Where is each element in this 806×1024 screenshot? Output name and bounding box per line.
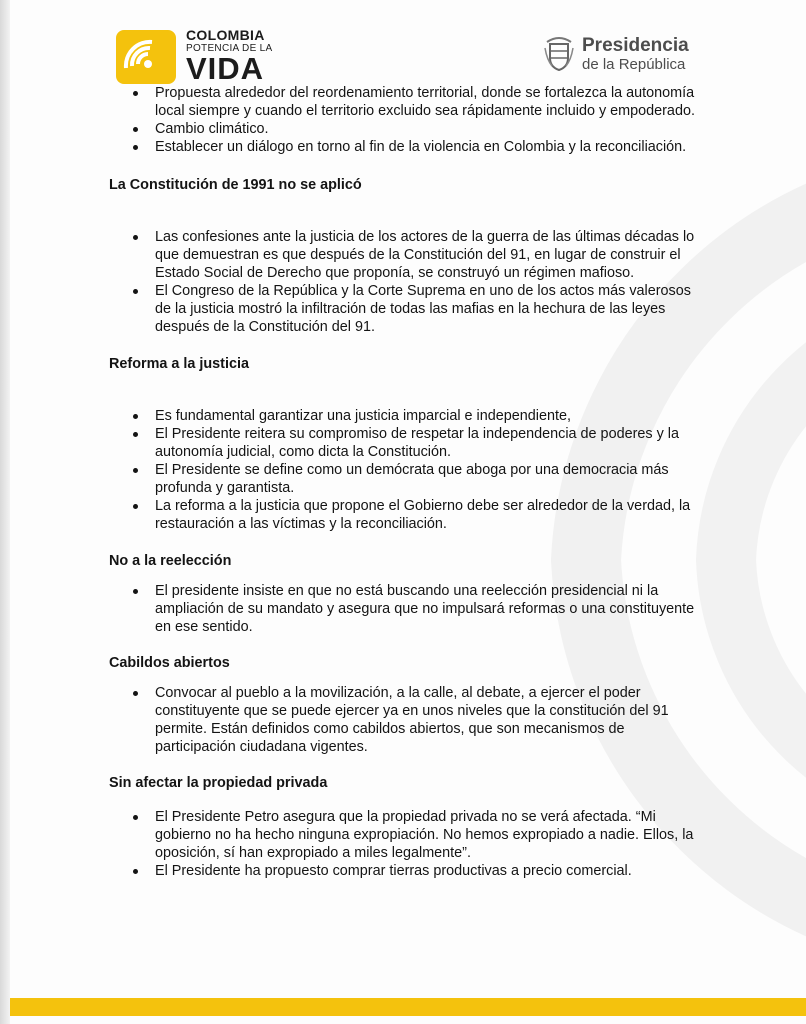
list-item: Convocar al pueblo a la movilización, a la calle, al debate, a ejercer el poder constituyente que se puede ejercer ya en unos niveles que la constitución del 91 permite. Están definidos como cabildos abiertos, que son mecanismos de participación ciudadana vigentes. [109,684,709,756]
list-item: El Presidente Petro asegura que la propiedad privada no se verá afectada. “Mi gobierno no ha hecho ninguna expropiación. No hemos expropiado a nadie. Ellos, la oposición, sí han expropiado a miles legalmente”. [109,808,709,862]
section-heading: Cabildos abiertos [109,655,230,671]
section-heading: No a la reelección [109,553,232,569]
list-item: Propuesta alrededor del reordenamiento territorial, donde se fortalezca la autonomía local siempre y cuando el territorio excluido sea rápidamente incluido y empoderado. [109,84,709,120]
section-list [109,582,709,636]
list-item: Es fundamental garantizar una justicia imparcial e independiente, [109,407,709,425]
section-list [109,808,709,880]
document-page [10,0,806,1024]
presidencia-subtitle: de la República [582,56,686,73]
section-list [109,407,709,533]
footer-accent-bar [10,998,806,1016]
presidencia-title: Presidencia [582,35,689,56]
section-list [109,684,709,756]
list-item: El Presidente ha propuesto comprar tierras productivas a precio comercial. [109,862,709,880]
list-item: Las confesiones ante la justicia de los actores de la guerra de las últimas décadas lo que demuestran es que después de la Constitución del 91, en lugar de construir el Estado Social de Derecho que proponía, se construyó un régimen mafioso. [109,228,709,282]
section-heading: La Constitución de 1991 no se aplicó [109,177,362,193]
list-item: El Presidente reitera su compromiso de respetar la independencia de poderes y la autonomía judicial, como dicta la Constitución. [109,425,709,461]
list-item: El Presidente se define como un demócrata que aboga por una democracia más profunda y garantista. [109,461,709,497]
section-heading: Reforma a la justicia [109,356,249,372]
coat-of-arms-icon [544,36,574,72]
logo-line-1: COLOMBIA [186,27,265,43]
wifi-waves-logo-icon [116,30,176,84]
page-edge-shadow [0,0,10,1024]
section-heading: Sin afectar la propiedad privada [109,775,328,791]
logo-line-3: VIDA [186,51,265,86]
section-list [109,228,709,336]
intro-list [109,84,709,156]
document-body [109,84,709,880]
list-item: La reforma a la justicia que propone el Gobierno debe ser alrededor de la verdad, la restauración a las víctimas y la reconciliación. [109,497,709,533]
list-item: Establecer un diálogo en torno al fin de la violencia en Colombia y la reconciliación. [109,138,709,156]
list-item: El Congreso de la República y la Corte Suprema en uno de los actos más valerosos de la justicia mostró la infiltración de todas las mafias en la hechura de las leyes después de la Constitución del 91. [109,282,709,336]
list-item: El presidente insiste en que no está buscando una reelección presidencial ni la ampliación de su mandato y asegura que no impulsará reformas o una constituyente en ese sentido. [109,582,709,636]
logo-line-2: POTENCIA DE LA [186,43,273,54]
list-item: Cambio climático. [109,120,709,138]
